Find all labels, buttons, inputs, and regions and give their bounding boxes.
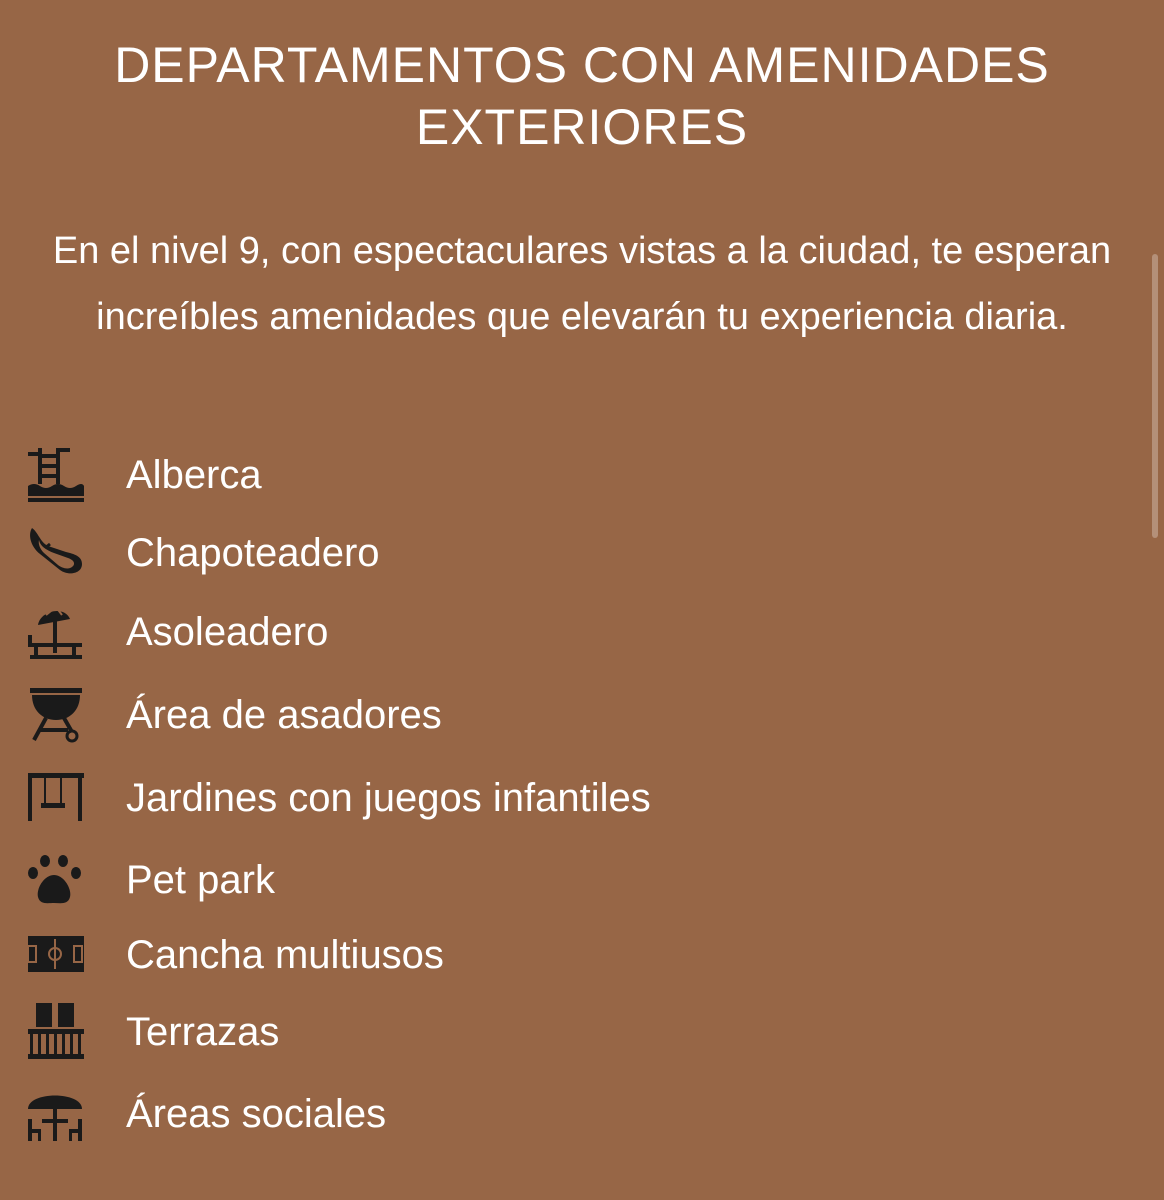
pool-ladder-icon [26, 446, 84, 504]
amenity-label: Alberca [126, 453, 262, 497]
terrace-icon [26, 1003, 84, 1061]
amenity-item-asadores [26, 686, 926, 744]
amenity-label: Terrazas [126, 1010, 280, 1054]
wading-pool-icon [26, 524, 84, 582]
amenity-item-terrazas [26, 1003, 926, 1061]
amenity-item-chapoteadero [26, 524, 926, 582]
amenity-label: Asoleadero [126, 610, 329, 654]
paw-icon [26, 851, 84, 909]
amenity-label: Pet park [126, 858, 275, 902]
amenity-label: Área de asadores [126, 693, 442, 737]
amenity-label: Jardines con juegos infantiles [126, 776, 651, 820]
amenity-label: Chapoteadero [126, 531, 380, 575]
intro-paragraph: En el nivel 9, con espectaculares vistas a la ciudad, te esperan increíbles amenidades que elevarán tu experiencia diaria. [52, 230, 1112, 338]
swing-icon [26, 769, 84, 827]
social-area-icon [26, 1085, 84, 1143]
page-title-line-2: EXTERIORES [415, 99, 749, 155]
amenity-item-jardines [26, 769, 926, 827]
amenity-item-areas-sociales [26, 1085, 926, 1143]
page-title-line-1: DEPARTAMENTOS CON AMENIDADES [114, 37, 1050, 93]
amenity-label: Áreas sociales [126, 1092, 387, 1136]
amenity-item-alberca [26, 446, 926, 504]
sunbed-umbrella-icon [26, 603, 84, 661]
court-icon [26, 926, 84, 984]
scrollbar[interactable] [1152, 254, 1158, 538]
amenity-item-pet-park [26, 851, 926, 909]
amenity-item-asoleadero [26, 603, 926, 661]
grill-icon [26, 686, 84, 744]
amenity-item-cancha [26, 926, 926, 984]
amenity-label: Cancha multiusos [126, 933, 444, 977]
